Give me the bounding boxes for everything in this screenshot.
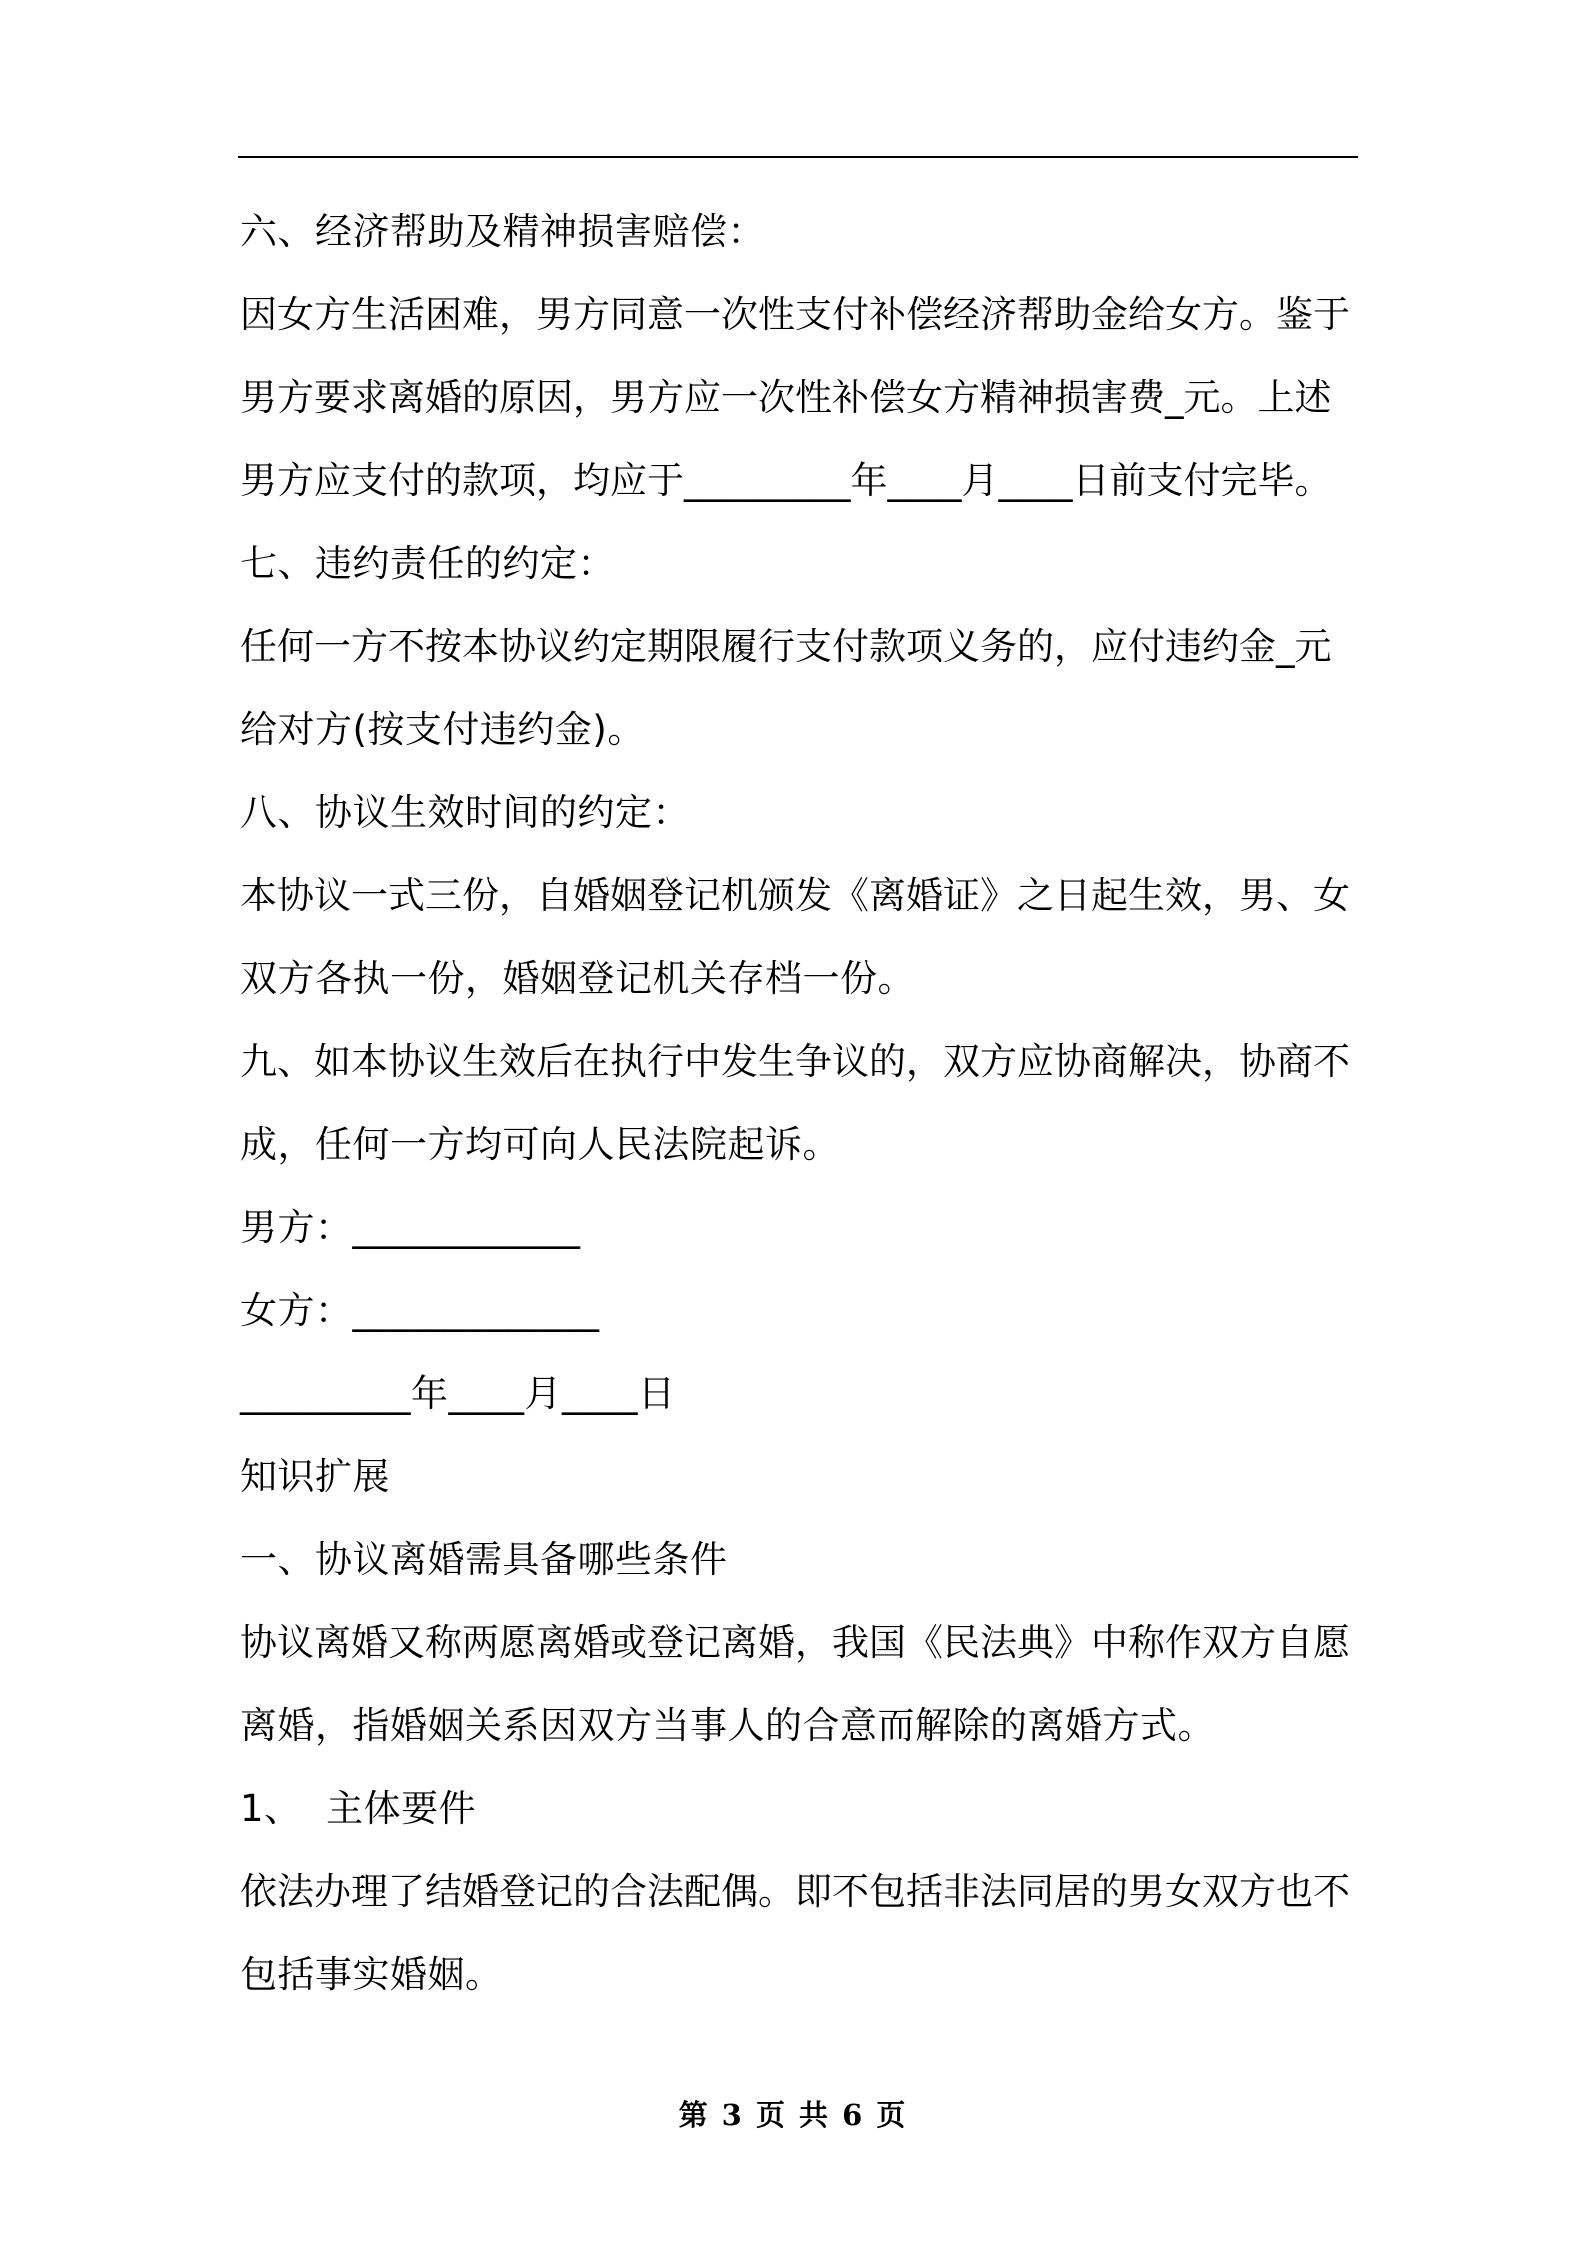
paragraph-line: 本协议一式三份，自婚姻登记机颁发《离婚证》之日起生效，男、女 bbox=[240, 874, 1350, 917]
section-heading-7: 七、违约责任的约定： bbox=[240, 542, 615, 585]
signature-female-line: 女方：_____________ bbox=[240, 1289, 600, 1332]
section-heading-8: 八、协议生效时间的约定： bbox=[240, 791, 690, 834]
signature-male-line: 男方：____________ bbox=[240, 1206, 581, 1249]
section-heading-9: 九、如本协议生效后在执行中发生争议的，双方应协商解决，协商不 bbox=[240, 1040, 1350, 1083]
paragraph-line: 任何一方不按本协议约定期限履行支付款项义务的，应付违约金_元 bbox=[240, 625, 1332, 668]
subsection-heading-1: 一、协议离婚需具备哪些条件 bbox=[240, 1538, 728, 1581]
paragraph-line: 离婚，指婚姻关系因双方当事人的合意而解除的离婚方式。 bbox=[240, 1704, 1215, 1747]
paragraph-line: 协议离婚又称两愿离婚或登记离婚，我国《民法典》中称作双方自愿 bbox=[240, 1621, 1350, 1664]
page-number: 第 3 页 共 6 页 bbox=[678, 2098, 908, 2132]
knowledge-heading: 知识扩展 bbox=[240, 1455, 390, 1498]
paragraph-line: 给对方(按支付违约金)。 bbox=[240, 708, 645, 751]
paragraph-line: 依法办理了结婚登记的合法配偶。即不包括非法同居的男女双方也不 bbox=[240, 1870, 1350, 1913]
list-item-heading: 1、 主体要件 bbox=[240, 1787, 477, 1830]
document-body bbox=[240, 190, 1360, 2016]
section-heading-6: 六、经济帮助及精神损害赔偿： bbox=[240, 210, 765, 253]
paragraph-line: 成，任何一方均可向人民法院起诉。 bbox=[240, 1123, 840, 1166]
paragraph-line: 包括事实婚姻。 bbox=[240, 1953, 503, 1996]
paragraph-line: 男方应支付的款项，均应于_________年____月____日前支付完毕。 bbox=[240, 459, 1332, 502]
date-line: _________年____月____日 bbox=[240, 1372, 676, 1415]
header-rule bbox=[238, 156, 1358, 158]
paragraph-line: 男方要求离婚的原因，男方应一次性补偿女方精神损害费_元。上述 bbox=[240, 376, 1332, 419]
paragraph-line: 因女方生活困难，男方同意一次性支付补偿经济帮助金给女方。鉴于 bbox=[240, 293, 1350, 336]
paragraph-line: 双方各执一份，婚姻登记机关存档一份。 bbox=[240, 957, 915, 1000]
